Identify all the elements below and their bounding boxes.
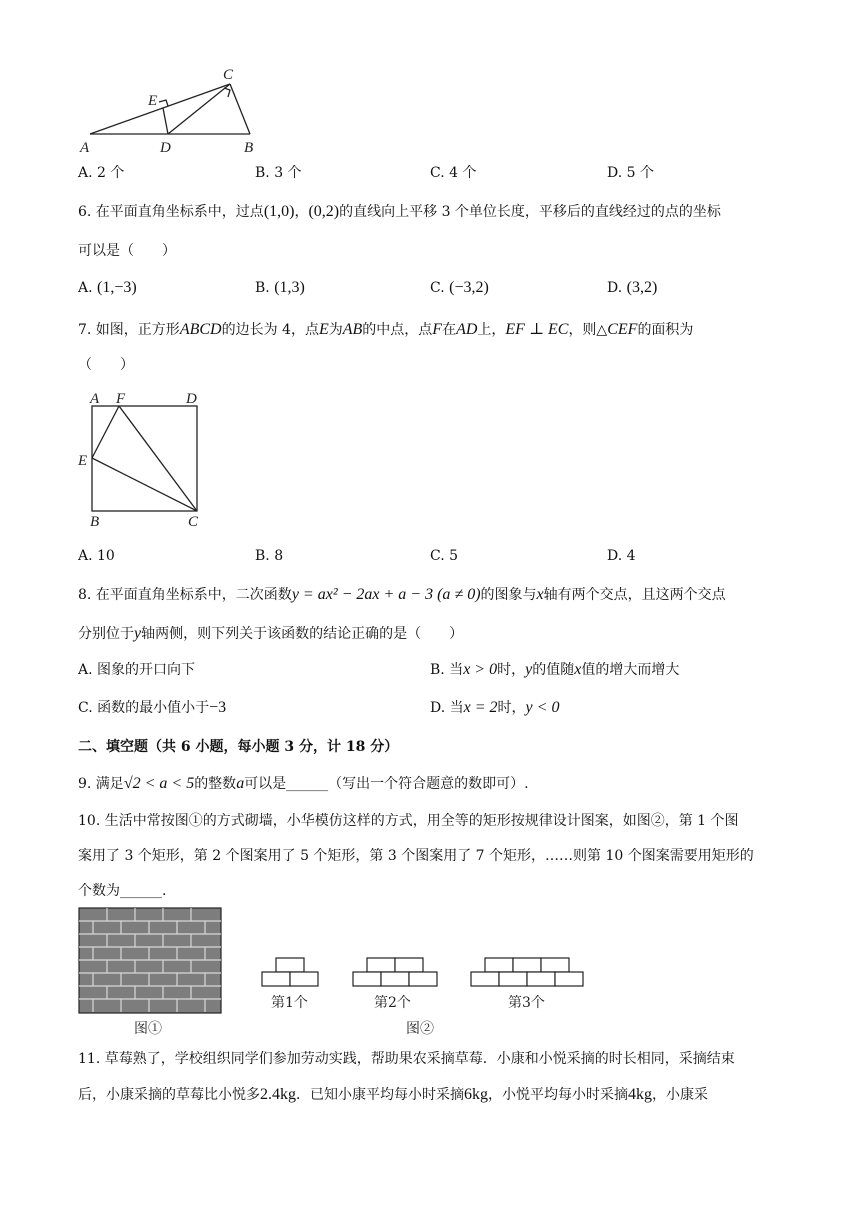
- label-C: C: [188, 514, 199, 530]
- q6-line1: 6. 在平面直角坐标系中，过点(1,0)，(0,2)的直线向上平移 3 个单位长度，平移后的直线经过的点的坐标: [78, 203, 721, 220]
- q5-option-b: B. 3 个: [255, 165, 302, 181]
- label-B: B: [244, 140, 254, 156]
- q8-line1: 8. 在平面直角坐标系中，二次函数y = ax² − 2ax + a − 3 (a ≠ 0)的图象与x轴有两个交点，且这两个交点: [78, 586, 726, 603]
- q7-option-a: A. 10: [78, 548, 115, 564]
- label-A: A: [80, 140, 90, 156]
- q8-line2: 分别位于y轴两侧，则下列关于该函数的结论正确的是（ ）: [78, 625, 464, 642]
- label-B: B: [90, 514, 100, 530]
- label-E: E: [78, 453, 88, 469]
- q9-line: 9. 满足√2 < a < 5的整数a可以是______（写出一个符合题意的数即可）.: [78, 775, 529, 792]
- q7-option-b: B. 8: [255, 548, 284, 564]
- q11-line1: 11. 草莓熟了，学校组织同学们参加劳动实践，帮助果农采摘草莓．小康和小悦采摘的时长相同，采摘结束: [78, 1051, 735, 1067]
- q5-option-c: C. 4 个: [430, 165, 477, 181]
- label-C: C: [223, 67, 234, 83]
- caption-pattern-2: 第2个: [374, 995, 411, 1011]
- q6-line2: 可以是（ ）: [78, 243, 176, 259]
- label-A: A: [90, 391, 100, 407]
- caption-figure-1: 图①: [134, 1021, 162, 1037]
- q8-option-a: A. 图象的开口向下: [78, 662, 196, 678]
- caption-figure-2: 图②: [406, 1021, 434, 1037]
- q5-option-a: A. 2 个: [78, 165, 125, 181]
- q7-line1: 7. 如图，正方形ABCD的边长为 4，点E为AB的中点，点F在AD上，EF ⊥ EC，则△CEF的面积为: [78, 321, 694, 338]
- q7-option-d: D. 4: [607, 548, 636, 564]
- q11-line2: 后，小康采摘的草莓比小悦多2.4kg．已知小康平均每小时采摘6kg，小悦平均每小时采摘4kg，小康采: [78, 1086, 708, 1103]
- q10-line2: 案用了 3 个矩形，第 2 个图案用了 5 个矩形，第 3 个图案用了 7 个矩形，……则第 10 个图案需要用矩形的: [78, 848, 754, 864]
- section-heading: 二、填空题（共 6 小题，每小题 3 分，计 18 分）: [78, 739, 399, 755]
- label-E: E: [148, 93, 158, 109]
- q6-option-c: C. (−3,2): [430, 279, 489, 296]
- caption-pattern-1: 第1个: [271, 995, 308, 1011]
- q6-option-d: D. (3,2): [607, 279, 658, 296]
- label-D: D: [186, 391, 197, 407]
- q10-line3: 个数为______.: [78, 883, 167, 899]
- brick-pattern-figure: [76, 905, 636, 1040]
- q7-line2: （ ）: [78, 357, 134, 373]
- q8-option-b: B. 当x > 0时，y的值随x值的增大而增大: [430, 661, 680, 678]
- q10-line1: 10. 生活中常按图①的方式砌墙，小华模仿这样的方式，用全等的矩形按规律设计图案，如图②，第 1 个图: [78, 813, 739, 829]
- square-figure: [76, 388, 206, 530]
- caption-pattern-3: 第3个: [508, 995, 545, 1011]
- q6-option-a: A. (1,−3): [78, 279, 137, 296]
- label-D: D: [160, 140, 171, 156]
- triangle-figure: [78, 62, 268, 162]
- q8-option-d: D. 当x = 2时，y < 0: [430, 699, 560, 716]
- label-F: F: [116, 391, 126, 407]
- q6-option-b: B. (1,3): [255, 279, 305, 296]
- q7-option-c: C. 5: [430, 548, 459, 564]
- q5-option-d: D. 5 个: [607, 165, 654, 181]
- q8-option-c: C. 函数的最小值小于−3: [78, 699, 227, 716]
